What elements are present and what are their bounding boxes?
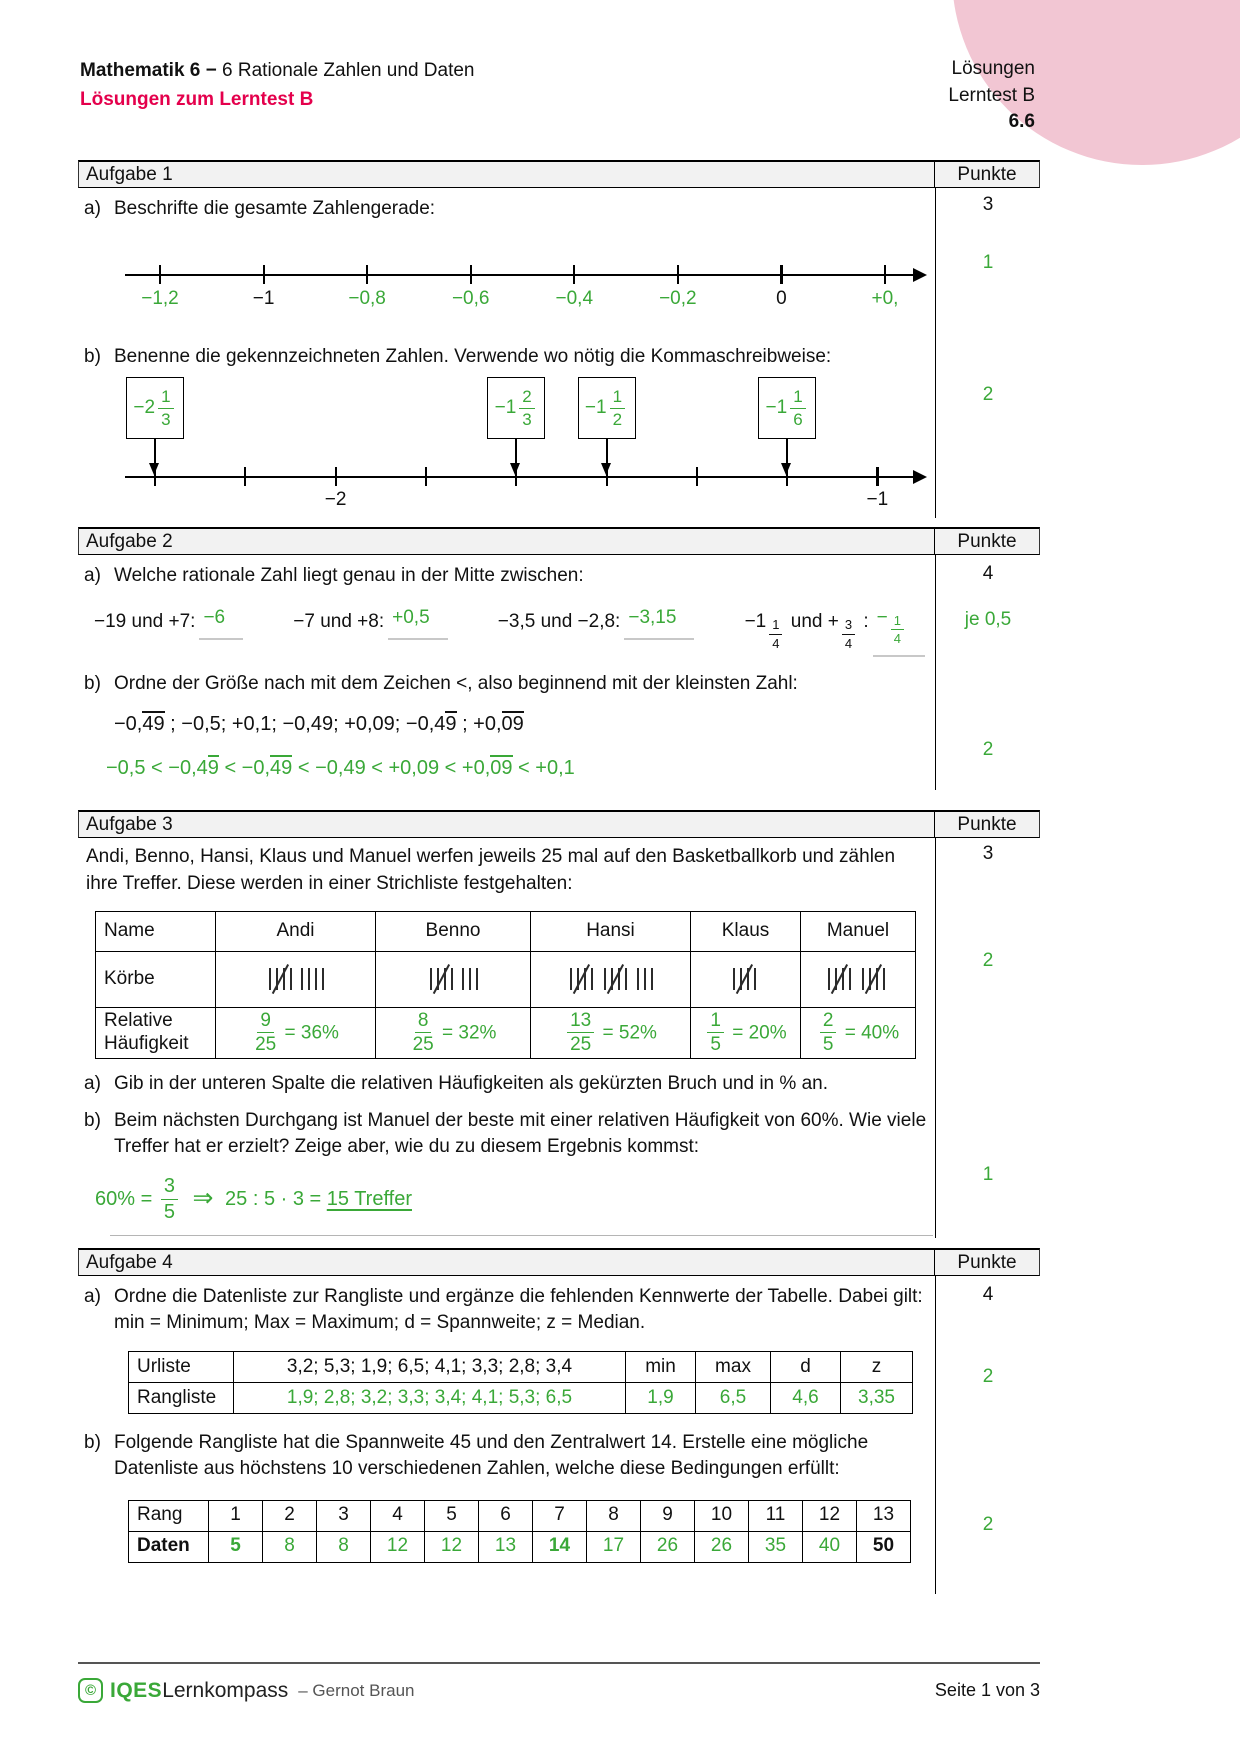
pointer-arrowhead-icon <box>149 463 159 475</box>
item-label: a) <box>84 1072 101 1094</box>
task1-a-row <box>84 196 927 222</box>
tick-mark <box>876 467 878 486</box>
task1-b-row <box>84 344 927 370</box>
task3-b-row <box>84 1108 927 1159</box>
tally-marks <box>566 968 655 989</box>
table-cell: 12 <box>425 1531 479 1562</box>
tally-table <box>95 911 916 1059</box>
points-header: Punkte <box>934 529 1039 554</box>
points-value: 3 <box>982 843 994 864</box>
table-cell: 2 <box>263 1500 317 1531</box>
task1-title: Aufgabe 1 <box>86 163 173 185</box>
pointer-arrow <box>154 439 156 465</box>
task4-table-a-wrap <box>128 1351 935 1414</box>
table-cell: Hansi <box>531 912 691 952</box>
task4-table-b-wrap <box>128 1500 935 1563</box>
answer-value: −3,15 <box>624 605 694 640</box>
table-cell: 12 <box>803 1500 857 1531</box>
table-cell: 3 <box>317 1500 371 1531</box>
numberline-label: −0,2 <box>659 287 697 309</box>
course-title <box>80 58 474 84</box>
task4-b-row <box>84 1430 927 1481</box>
tally-single-icon <box>322 968 324 990</box>
table-cell: 26 <box>695 1531 749 1562</box>
fraction: $\frac{2}{3}$ <box>519 388 534 429</box>
table-cell: min <box>626 1352 696 1383</box>
header-right-line1: Lösungen <box>951 58 1035 79</box>
value-box: −2 $\frac{1}{3}$ <box>126 377 184 439</box>
item-text: Beim nächsten Durchgang ist Manuel der beste mit einer relativen Häufigkeit von 60%. Wie viele Treffer hat er erzielt? Zeige aber, wie du zu diesem Ergebnis kommst: <box>114 1110 927 1158</box>
tick-mark <box>573 265 575 284</box>
item-label: b) <box>84 1110 101 1132</box>
table-cell: Andi <box>216 912 376 952</box>
table-cell: d <box>771 1352 841 1383</box>
footer <box>78 1678 1040 1703</box>
value-box: −1 $\frac{2}{3}$ <box>487 377 545 439</box>
task2-b-given-list: −0,49 ; −0,5; +0,1; −0,49; +0,09; −0,49 ; +0,09 <box>114 712 524 735</box>
tally-single-icon <box>637 968 639 990</box>
rank-list-table <box>128 1351 913 1414</box>
numberline-label: +0, <box>871 287 899 309</box>
tally-marks <box>265 968 327 989</box>
page-number: Seite 1 von 3 <box>934 1680 1040 1700</box>
table-cell: 9 <box>641 1500 695 1531</box>
task3-b-solution: 60% = $\frac{3}{5}$ ⇒ 25 : 5 · 3 = 15 Treffer <box>95 1174 412 1223</box>
table-cell <box>691 952 801 1008</box>
task3-table-wrap <box>95 911 935 1059</box>
author-name: – Gernot Braun <box>298 1680 415 1700</box>
numberline-label: −0,8 <box>348 287 386 309</box>
table-cell: Relative Häufigkeit <box>96 1008 216 1059</box>
task2-section <box>78 527 1040 790</box>
tally-marks <box>729 968 763 989</box>
task2-header <box>78 527 1040 555</box>
table-cell: Rangliste <box>129 1383 234 1414</box>
table-cell: 26 <box>641 1531 695 1562</box>
item-label: b) <box>84 345 101 367</box>
tally-group-of-five-icon <box>861 968 885 990</box>
pointer-arrowhead-icon <box>601 463 611 475</box>
mid-value-answer-group <box>498 605 695 640</box>
table-cell: Benno <box>376 912 531 952</box>
table-cell: 4,6 <box>771 1383 841 1414</box>
tick-mark <box>335 467 337 486</box>
fraction: $\frac{1}{5}$ <box>707 1011 724 1056</box>
item-text: Welche rationale Zahl liegt genau in der Mitte zwischen: <box>114 565 584 586</box>
fraction: $\frac{3}{5}$ <box>161 1176 178 1223</box>
item-text: Folgende Rangliste hat die Spannweite 45 und den Zentralwert 14. Erstelle eine mögliche Datenliste aus höchstens 10 verschiedenen Zahlen, welche diese Bedingungen erfüllt: <box>114 1432 869 1479</box>
points-value: 2 <box>982 739 994 760</box>
points-value: 2 <box>982 1366 994 1387</box>
points-value: je 0,5 <box>964 609 1012 630</box>
table-cell: 13 <box>479 1531 533 1562</box>
item-label: b) <box>84 1432 101 1454</box>
item-label: b) <box>84 672 101 694</box>
numberline-1 <box>78 242 935 318</box>
task2-b-row <box>84 671 927 697</box>
answer-value: − $\frac{1}{4}$ <box>873 605 925 657</box>
tick-mark <box>470 265 472 284</box>
table-cell: Daten <box>129 1531 209 1562</box>
pointer-arrow <box>606 439 608 465</box>
tally-single-icon <box>301 968 303 990</box>
points-header: Punkte <box>934 162 1039 187</box>
table-cell: 12 <box>371 1531 425 1562</box>
brand-lernkompass: Lernkompass <box>162 1678 289 1702</box>
tally-single-icon <box>469 968 471 990</box>
rank-data-table <box>128 1500 911 1563</box>
numberline-label: −1 <box>866 489 889 511</box>
tally-group-of-five-icon <box>569 968 593 990</box>
brand-iqes: IQES <box>110 1678 163 1702</box>
fraction: $\frac{3}{4}$ <box>842 618 855 650</box>
table-cell: Klaus <box>691 912 801 952</box>
task3-a-row <box>84 1071 927 1097</box>
points-value: 2 <box>982 384 994 405</box>
fraction: $\frac{1}{3}$ <box>158 388 173 429</box>
table-cell: 10 <box>695 1500 749 1531</box>
table-cell: 5 <box>209 1531 263 1562</box>
table-cell: $\frac{2}{5}$ = 40% <box>801 1008 916 1059</box>
table-cell: Manuel <box>801 912 916 952</box>
task3-intro: Andi, Benno, Hansi, Klaus und Manuel werfen jeweils 25 mal auf den Basketballkorb und zählen ihre Treffer. Diese werden in einer Strichliste festgehalten: <box>86 846 896 894</box>
table-cell: 8 <box>587 1500 641 1531</box>
table-cell: $\frac{1}{5}$ = 20% <box>691 1008 801 1059</box>
tick-mark <box>696 467 698 486</box>
item-label: a) <box>84 565 101 586</box>
item-text: Ordne die Datenliste zur Rangliste und ergänze die fehlenden Kennwerte der Tabelle. Dabei gilt: min = Minimum; Max = Maximum; d = Spannweite; z = Median. <box>114 1286 923 1333</box>
tally-single-icon <box>476 968 478 990</box>
table-cell: 3,2; 5,3; 1,9; 6,5; 4,1; 3,3; 2,8; 3,4 <box>234 1352 626 1383</box>
value-box: −1 $\frac{1}{2}$ <box>578 377 636 439</box>
points-value: 4 <box>982 563 994 584</box>
points-value: 2 <box>982 950 994 971</box>
fraction: $\frac{2}{5}$ <box>820 1011 837 1056</box>
header-right <box>845 56 1035 136</box>
tally-single-icon <box>651 968 653 990</box>
answer-prompt: −3,5 und −2,8: <box>497 611 621 633</box>
fraction: $\frac{1}{6}$ <box>790 388 805 429</box>
tick-mark <box>159 265 161 284</box>
points-value: 1 <box>982 1164 994 1185</box>
numberline-label: 0 <box>776 287 787 309</box>
table-cell: 1,9 <box>626 1383 696 1414</box>
table-cell: 8 <box>263 1531 317 1562</box>
points-value: 3 <box>982 194 994 215</box>
answer-rule <box>110 1235 933 1237</box>
points-value: 2 <box>982 1514 994 1535</box>
pointer-arrowhead-icon <box>781 463 791 475</box>
pointer-arrow <box>515 439 517 465</box>
task3-points-col <box>935 838 1040 1238</box>
table-cell: 35 <box>749 1531 803 1562</box>
tick-mark <box>244 467 246 486</box>
tally-single-icon <box>644 968 646 990</box>
fraction: $\frac{1}{2}$ <box>610 388 625 429</box>
fraction: $\frac{8}{25}$ <box>412 1009 434 1056</box>
tick-mark <box>780 265 782 284</box>
table-cell <box>531 952 691 1008</box>
table-cell: 1,9; 2,8; 3,2; 3,3; 3,4; 4,1; 5,3; 6,5 <box>234 1383 626 1414</box>
numberline-label: −1,2 <box>141 287 179 309</box>
table-cell: 6 <box>479 1500 533 1531</box>
pointer-arrow <box>786 439 788 465</box>
numberline-axis <box>125 274 915 276</box>
task2-a-row <box>84 563 927 589</box>
pointer-arrowhead-icon <box>510 463 520 475</box>
table-cell: Urliste <box>129 1352 234 1383</box>
numberline-label: −1 <box>252 287 275 309</box>
tally-group-of-five-icon <box>603 968 627 990</box>
task4-section <box>78 1248 1040 1594</box>
points-value: 4 <box>982 1284 994 1305</box>
tally-single-icon <box>308 968 310 990</box>
points-header: Punkte <box>934 1250 1039 1275</box>
document-subtitle: Lösungen zum Lerntest B <box>80 88 314 110</box>
table-cell: 13 <box>857 1500 911 1531</box>
table-cell: 8 <box>317 1531 371 1562</box>
table-cell: Rang <box>129 1500 209 1531</box>
task2-a-answers <box>78 605 935 657</box>
task2-points-col <box>935 555 1040 790</box>
table-cell: 50 <box>857 1531 911 1562</box>
table-cell: 11 <box>749 1500 803 1531</box>
task4-a-row <box>84 1284 927 1335</box>
document-header <box>80 58 474 112</box>
item-text: Ordne der Größe nach mit dem Zeichen <, also beginnend mit der kleinsten Zahl: <box>114 672 798 694</box>
fraction: $\frac{1}{4}$ <box>769 618 782 650</box>
mid-value-answer-group <box>293 605 447 640</box>
tally-single-icon <box>315 968 317 990</box>
answer-value: +0,5 <box>388 605 448 640</box>
tally-group-of-five-icon <box>732 968 756 990</box>
fraction: $\frac{1}{4}$ <box>891 614 904 646</box>
tick-mark <box>884 265 886 284</box>
table-cell: 3,35 <box>841 1383 913 1414</box>
task3-title: Aufgabe 3 <box>86 813 173 835</box>
numberline-label: −0,4 <box>555 287 594 309</box>
axis-arrow-icon <box>913 268 927 282</box>
task1-points-col <box>935 188 1040 518</box>
table-cell: Name <box>96 912 216 952</box>
table-cell: 6,5 <box>696 1383 771 1414</box>
table-cell: 4 <box>371 1500 425 1531</box>
tick-mark <box>366 265 368 284</box>
table-cell <box>216 952 376 1008</box>
task4-header <box>78 1248 1040 1276</box>
points-value: 1 <box>982 252 994 273</box>
mid-value-answer-group <box>745 605 925 657</box>
mid-value-answer-group <box>94 605 243 640</box>
tally-single-icon <box>462 968 464 990</box>
numberline-label: −2 <box>324 489 347 511</box>
table-cell: 7 <box>533 1500 587 1531</box>
table-cell: Körbe <box>96 952 216 1008</box>
task2-title: Aufgabe 2 <box>86 530 173 552</box>
copyright-icon: © <box>78 1678 103 1703</box>
tick-mark <box>425 467 427 486</box>
answer-prompt: −1 $\frac{1}{4}$ und + $\frac{3}{4}$ : <box>744 611 869 651</box>
chapter-name: 6 Rationale Zahlen und Daten <box>216 60 475 81</box>
value-box: −1 $\frac{1}{6}$ <box>758 377 816 439</box>
numberline-2 <box>78 377 935 515</box>
tick-mark <box>677 265 679 284</box>
table-cell: 40 <box>803 1531 857 1562</box>
footer-divider <box>78 1662 1040 1664</box>
fraction: $\frac{13}{25}$ <box>567 1011 594 1056</box>
table-cell: z <box>841 1352 913 1383</box>
task1-header <box>78 160 1040 188</box>
table-cell <box>376 952 531 1008</box>
table-cell: max <box>696 1352 771 1383</box>
table-cell: 5 <box>425 1500 479 1531</box>
points-header: Punkte <box>934 812 1039 837</box>
table-cell: 1 <box>209 1500 263 1531</box>
tally-marks <box>824 968 892 989</box>
task3-section <box>78 810 1040 1238</box>
header-section-number: 6.6 <box>1008 111 1035 133</box>
tally-group-of-five-icon <box>429 968 453 990</box>
task1-section <box>78 160 1040 518</box>
table-cell: 14 <box>533 1531 587 1562</box>
table-cell <box>801 952 916 1008</box>
table-cell: 17 <box>587 1531 641 1562</box>
answer-prompt: −19 und +7: <box>94 611 196 633</box>
tally-marks <box>426 968 481 989</box>
item-label: a) <box>84 1286 101 1307</box>
task4-title: Aufgabe 4 <box>86 1251 173 1273</box>
header-right-line2: Lerntest B <box>948 84 1035 106</box>
fraction: $\frac{9}{25}$ <box>255 1009 277 1056</box>
tick-mark <box>263 265 265 284</box>
course-name: Mathematik 6 − <box>80 60 217 81</box>
task2-b-solution: −0,5 < −0,49 < −0,49 < −0,49 < +0,09 < +0,09 < +0,1 <box>106 756 575 779</box>
item-text: Benenne die gekennzeichneten Zahlen. Verwende wo nötig die Kommaschreibweise: <box>114 345 832 367</box>
task3-header <box>78 810 1040 838</box>
numberline-label: −0,6 <box>451 287 490 309</box>
tally-group-of-five-icon <box>268 968 292 990</box>
answer-prompt: −7 und +8: <box>293 611 385 633</box>
axis-arrow-icon <box>913 470 927 484</box>
tally-group-of-five-icon <box>827 968 851 990</box>
table-cell: $\frac{9}{25}$ = 36% <box>216 1008 376 1059</box>
table-cell: $\frac{13}{25}$ = 52% <box>531 1008 691 1059</box>
item-label: a) <box>84 198 101 219</box>
item-text: Gib in der unteren Spalte die relativen Häufigkeiten als gekürzten Bruch und in % an. <box>114 1072 828 1094</box>
task4-points-col <box>935 1276 1040 1594</box>
table-cell: $\frac{8}{25}$ = 32% <box>376 1008 531 1059</box>
item-text: Beschrifte die gesamte Zahlengerade: <box>114 198 436 219</box>
answer-value: −6 <box>199 605 243 640</box>
